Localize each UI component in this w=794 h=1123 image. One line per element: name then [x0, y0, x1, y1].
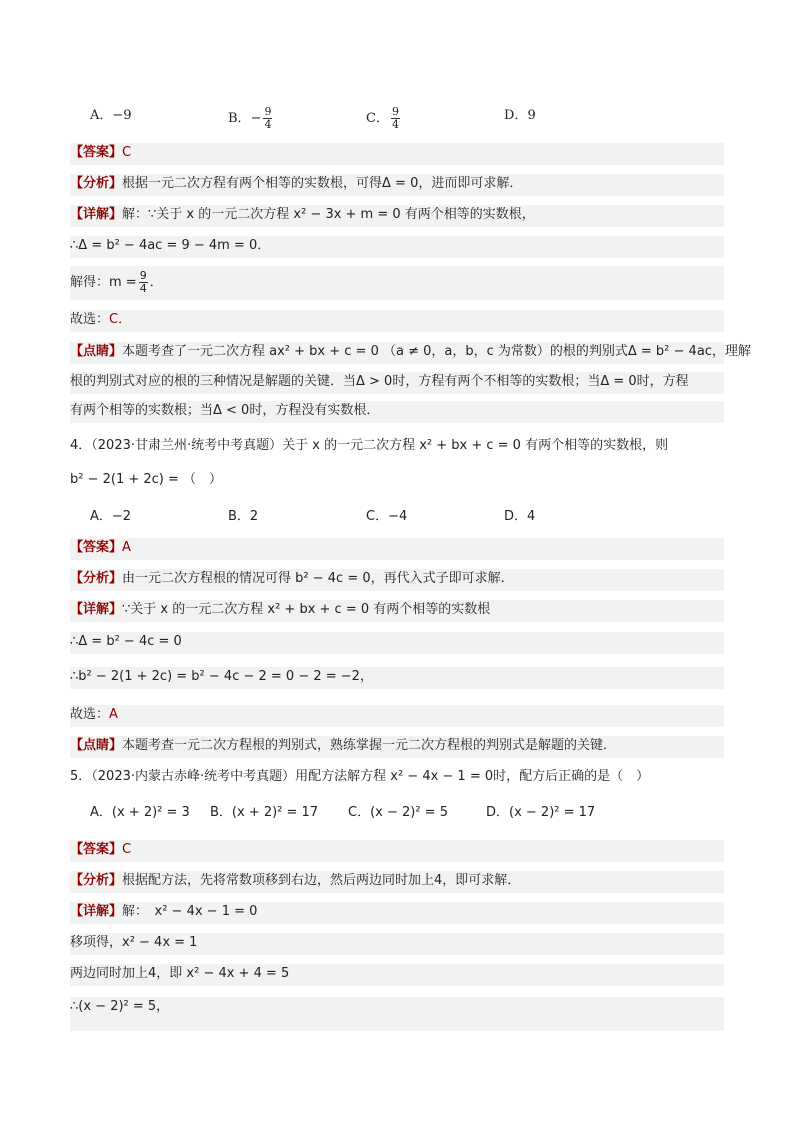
q5-option-c: C．(x − 2)² = 5: [348, 805, 448, 820]
q3-detail-1: 【详解】解：∵关于 x 的一元二次方程 x² − 3x + m = 0 有两个相等的实数根，: [70, 205, 724, 227]
q3-comment-1: 【点睛】本题考查了一元二次方程 ax² + bx + c = 0 （a ≠ 0，a，b，c 为常数）的根的判别式Δ = b² − 4ac，理解: [70, 342, 724, 364]
fraction: $\frac{9}{4}$: [391, 105, 399, 131]
q5-detail-3: 两边同时加上4，即 x² − 4x + 4 = 5: [70, 964, 724, 986]
q4-detail-2: ∴Δ = b² − 4c = 0: [70, 632, 724, 654]
q4-answer: 【答案】A: [70, 538, 724, 560]
q3-options: [70, 106, 744, 130]
fraction: $\frac{9}{4}$: [139, 269, 147, 295]
q5-detail-4: ∴(x − 2)² = 5，: [70, 997, 724, 1031]
q3-comment-2: 根的判别式对应的根的三种情况是解题的关键．当Δ > 0时，方程有两个不相等的实数根；当Δ = 0时，方程: [70, 372, 724, 394]
q5-options: [70, 803, 744, 825]
q4-stem-2: b² − 2(1 + 2c) = （ ）: [70, 472, 223, 487]
q5-analysis: 【分析】根据配方法，先将常数项移到右边，然后两边同时加上4，即可求解．: [70, 871, 724, 893]
q5-option-b: B．(x + 2)² = 17: [210, 805, 319, 820]
q5-option-a: A．(x + 2)² = 3: [90, 805, 190, 820]
q3-detail-2: ∴Δ = b² − 4ac = 9 − 4m = 0．: [70, 236, 724, 258]
q4-detail-1: 【详解】∵关于 x 的一元二次方程 x² + bx + c = 0 有两个相等的实数根: [70, 600, 724, 622]
q4-choice: 故选：A: [70, 705, 724, 727]
q4-stem-1: 4．（2023·甘肃兰州·统考中考真题）关于 x 的一元二次方程 x² + bx + c = 0 有两个相等的实数根，则: [70, 438, 669, 453]
q3-analysis: 【分析】根据一元二次方程有两个相等的实数根，可得Δ = 0，进而即可求解．: [70, 174, 724, 196]
q4-analysis: 【分析】由一元二次方程根的情况可得 b² − 4c = 0，再代入式子即可求解．: [70, 569, 724, 591]
q3-option-d: D．9: [504, 108, 536, 123]
q3-option-a: A．−9: [90, 108, 132, 123]
q5-answer: 【答案】C: [70, 840, 724, 862]
q3-detail-3: 解得：m = $\frac{9}{4}$ ．: [70, 266, 724, 300]
q5-option-d: D．(x − 2)² = 17: [486, 805, 596, 820]
fraction: $\frac{9}{4}$: [264, 105, 272, 131]
q4-options: [70, 507, 744, 529]
q5-detail-2: 移项得，x² − 4x = 1: [70, 933, 724, 955]
q4-detail-3: ∴b² − 2(1 + 2c) = b² − 4c − 2 = 0 − 2 = −2，: [70, 667, 724, 689]
q4-option-d: D．4: [504, 509, 536, 524]
q5-detail-1: 【详解】解： x² − 4x − 1 = 0: [70, 902, 724, 924]
q3-option-c: C． $\frac{9}{4}$: [366, 105, 399, 131]
q4-option-a: A．−2: [90, 509, 132, 524]
q3-option-b: B．− $\frac{9}{4}$: [228, 105, 272, 131]
q4-option-c: C．−4: [366, 509, 408, 524]
q3-choice: 故选：C．: [70, 310, 724, 332]
q4-comment-1: 【点睛】本题考查一元二次方程根的判别式，熟练掌握一元二次方程根的判别式是解题的关键．: [70, 736, 724, 758]
q3-answer: 【答案】C: [70, 143, 724, 165]
q5-stem-1: 5．（2023·内蒙古赤峰·统考中考真题）用配方法解方程 x² − 4x − 1 = 0时，配方后正确的是（ ）: [70, 769, 650, 784]
q4-option-b: B．2: [228, 509, 259, 524]
q3-comment-3: 有两个相等的实数根；当Δ < 0时，方程没有实数根．: [70, 401, 724, 423]
